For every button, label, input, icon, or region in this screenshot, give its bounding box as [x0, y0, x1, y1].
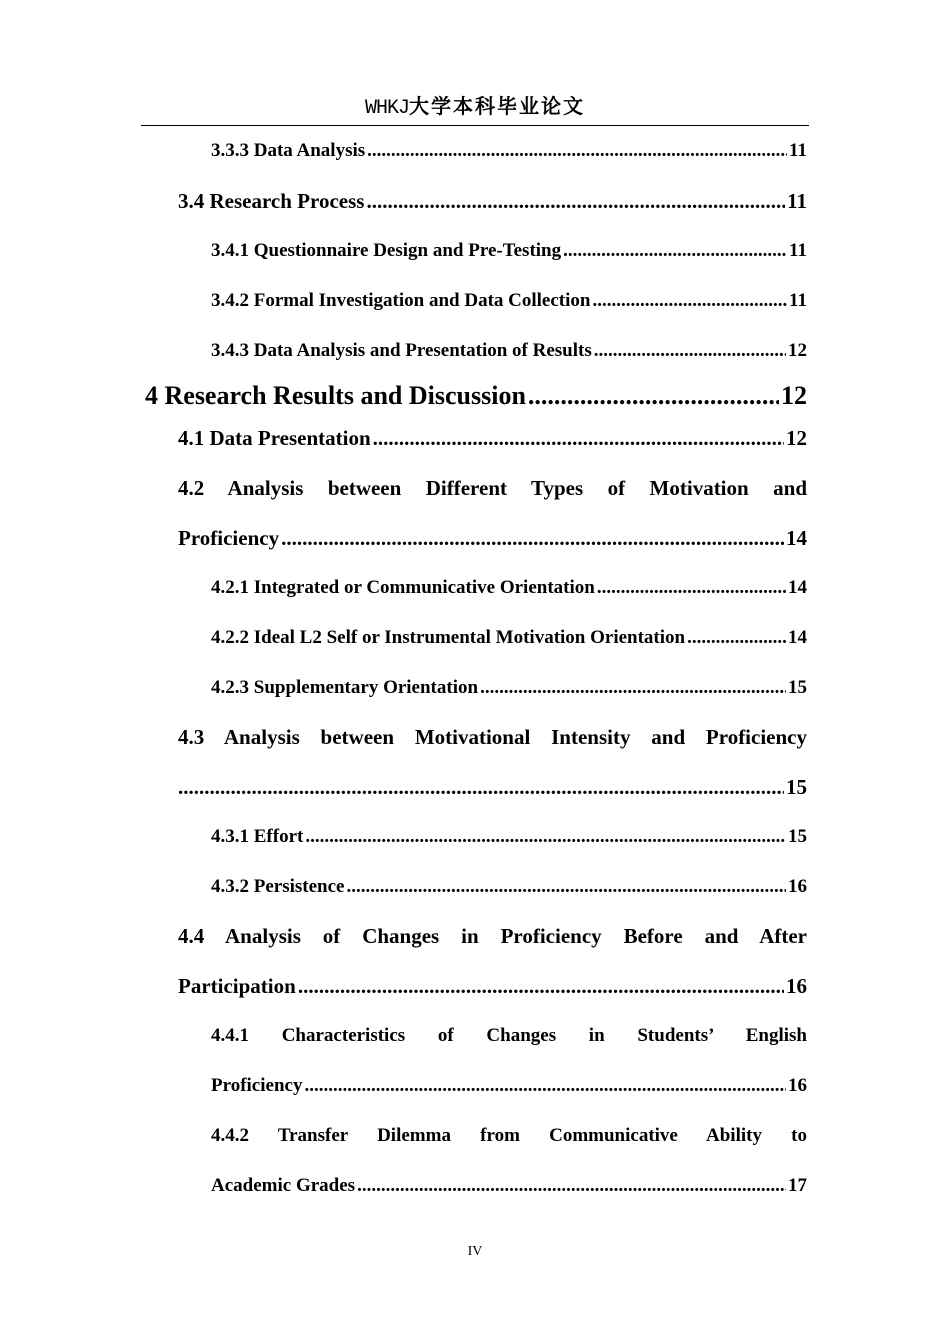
page-header [141, 92, 809, 123]
toc-entry-wrapped-line[interactable]: 4.2 Analysis between Different Types of Motivation and [178, 476, 807, 500]
toc-dot-leader [281, 526, 784, 551]
toc-entry-page: 12 [788, 340, 807, 361]
toc-entry-page: 11 [789, 140, 807, 161]
toc-entry[interactable] [211, 1175, 807, 1197]
toc-entry-page: 14 [788, 577, 807, 598]
toc-dot-leader [305, 826, 786, 848]
header-rule [141, 125, 809, 126]
toc-entry[interactable] [211, 240, 807, 262]
toc-dot-leader [480, 677, 786, 699]
toc-entry[interactable] [211, 677, 807, 699]
toc-dot-leader [528, 381, 779, 411]
toc-entry[interactable] [211, 826, 807, 848]
toc-dot-leader [304, 1075, 786, 1097]
toc-entry-wrapped-line[interactable]: 4.3 Analysis between Motivational Intensity and Proficiency [178, 725, 807, 749]
toc-entry[interactable] [211, 1075, 807, 1097]
toc-entry[interactable] [178, 775, 807, 800]
header-latin: WHKJ [364, 97, 409, 120]
header-cjk: 大学本科毕业论文 [409, 94, 585, 118]
toc-entry-title: Academic Grades [211, 1175, 356, 1196]
toc-entry-page: 15 [788, 677, 807, 698]
page-number: IV [467, 1244, 483, 1259]
toc-entry-page: 12 [781, 381, 807, 410]
toc-entry-wrapped-line[interactable]: 4.4 Analysis of Changes in Proficiency Before and After [178, 924, 807, 948]
toc-entry-title: 4.3.2 Persistence [211, 876, 345, 897]
toc-entry[interactable] [211, 340, 807, 362]
toc-dot-leader [366, 189, 785, 214]
toc-entry-title: 4.1 Data Presentation [178, 426, 371, 450]
toc-entry-page: 15 [786, 775, 807, 799]
toc-entry[interactable] [178, 426, 807, 451]
toc-entry-wrapped-line[interactable]: 4.4.1 Characteristics of Changes in Students’ English [211, 1025, 807, 1046]
toc-entry[interactable] [211, 627, 807, 649]
toc-entry-page: 15 [788, 826, 807, 847]
toc-entry-page: 11 [789, 290, 807, 311]
toc-entry-title: 4.2.2 Ideal L2 Self or Instrumental Motivation Orientation [211, 627, 686, 648]
toc-dot-leader [346, 876, 786, 898]
toc-dot-leader [592, 290, 787, 312]
toc-entry-title: 4 Research Results and Discussion [145, 381, 526, 410]
toc-entry-wrapped-line[interactable]: 4.4.2 Transfer Dilemma from Communicative Ability to [211, 1125, 807, 1146]
toc-entry-title: 4.2.1 Integrated or Communicative Orientation [211, 577, 595, 598]
toc-dot-leader [178, 775, 784, 800]
toc-entry-page: 12 [786, 426, 807, 450]
toc-entry-page: 17 [788, 1175, 807, 1196]
toc-entry-page: 16 [786, 974, 807, 998]
toc-entry-page: 11 [787, 189, 807, 213]
toc-dot-leader [563, 240, 787, 262]
toc-entry-title: 3.4.2 Formal Investigation and Data Collection [211, 290, 591, 311]
toc-entry-title: Proficiency [211, 1075, 303, 1096]
toc-dot-leader [594, 340, 786, 362]
toc-entry[interactable] [178, 189, 807, 214]
toc-entry-title: Proficiency [178, 526, 280, 550]
toc-entry[interactable] [211, 290, 807, 312]
toc-entry-page: 14 [788, 627, 807, 648]
toc-dot-leader [597, 577, 786, 599]
toc-dot-leader [357, 1175, 786, 1197]
toc-entry-title: 4.3.1 Effort [211, 826, 304, 847]
toc-entry-title: 3.4.1 Questionnaire Design and Pre-Testing [211, 240, 562, 261]
toc-entry-page: 11 [789, 240, 807, 261]
toc-dot-leader [367, 140, 787, 162]
toc-entry[interactable] [211, 140, 807, 162]
toc-entry[interactable] [211, 577, 807, 599]
toc-entry-page: 16 [788, 876, 807, 897]
toc-dot-leader [373, 426, 784, 451]
toc-entry[interactable] [211, 876, 807, 898]
toc-entry-title: 4.2.3 Supplementary Orientation [211, 677, 479, 698]
toc-entry-page: 16 [788, 1075, 807, 1096]
toc-entry-page: 14 [786, 526, 807, 550]
toc-entry-title: 3.3.3 Data Analysis [211, 140, 366, 161]
toc-entry-title: 3.4 Research Process [178, 189, 365, 213]
toc-dot-leader [687, 627, 786, 649]
toc-entry[interactable] [178, 526, 807, 551]
toc-dot-leader [298, 974, 784, 999]
toc-entry-title: Participation [178, 974, 296, 998]
toc-chapter-entry[interactable] [145, 381, 807, 411]
toc-entry-title: 3.4.3 Data Analysis and Presentation of Results [211, 340, 592, 361]
toc-entry[interactable] [178, 974, 807, 999]
